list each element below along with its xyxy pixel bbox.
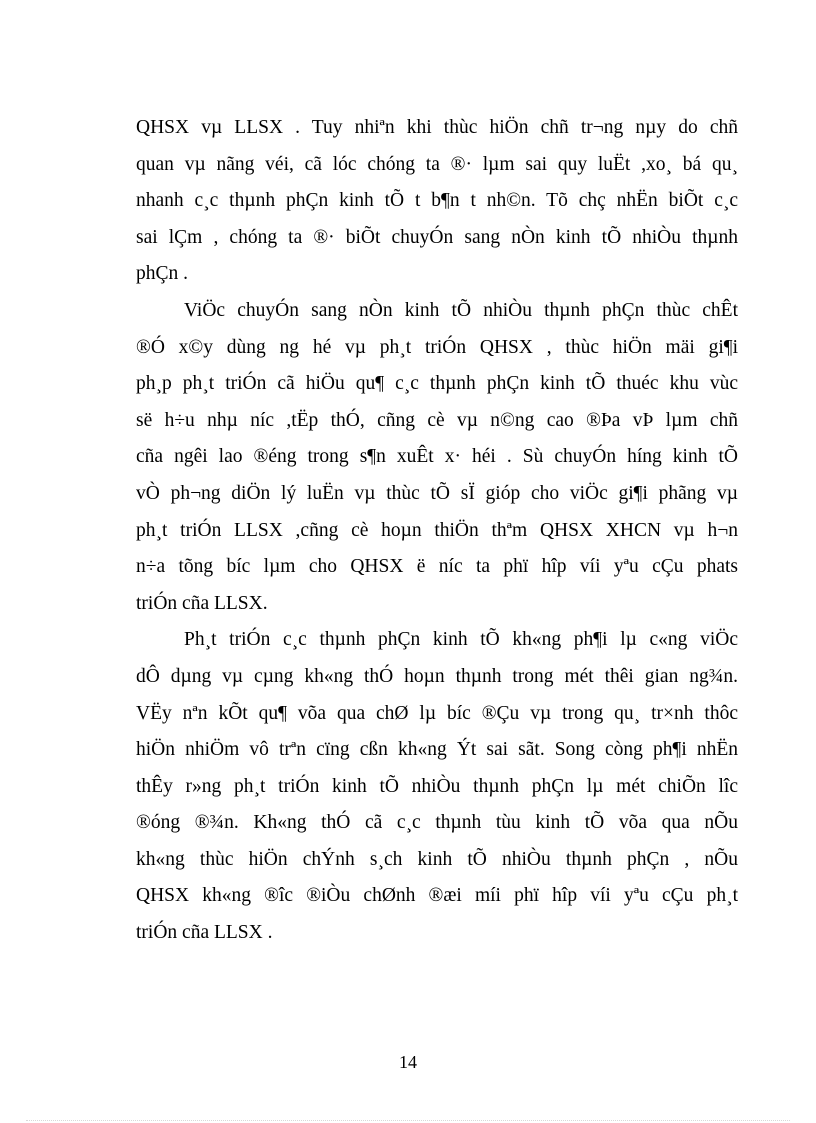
text-line: VËy nªn kÕt qu¶ võa qua chØ lµ bíc ®Çu vµ trong qu¸ tr×nh thôc: [136, 702, 738, 724]
text-line: hiÖn nhiÖm vô trªn cïng cßn kh«ng Ýt sai sãt. Song còng ph¶i nhËn: [136, 739, 738, 761]
footer-divider: [26, 1120, 790, 1121]
text-line: sai lÇm , chóng ta ®· biÕt chuyÓn sang nÒn kinh tÕ nhiÒu thµnh: [136, 226, 738, 248]
text-line: së h÷u nhµ níc ,tËp thÓ, cñng cè vµ n©ng cao ®Þa vÞ lµm chñ: [136, 409, 738, 431]
paragraph: [136, 110, 738, 293]
paragraph: [136, 622, 738, 951]
text-line: quan vµ nãng véi, cã lóc chóng ta ®· lµm sai quy luËt ,xo¸ bá qu¸: [136, 153, 738, 175]
text-line: kh«ng thùc hiÖn chÝnh s¸ch kinh tÕ nhiÒu thµnh phÇn , nÕu: [136, 848, 738, 870]
text-line: thÊy r»ng ph¸t triÓn kinh tÕ nhiÒu thµnh phÇn lµ mét chiÕn lîc: [136, 775, 738, 797]
text-line: cña ngêi lao ®éng trong s¶n xuÊt x· héi . Sù chuyÓn híng kinh tÕ: [136, 446, 738, 468]
text-line: ph¸t triÓn LLSX ,cñng cè hoµn thiÖn thªm QHSX XHCN vµ h¬n: [136, 519, 738, 541]
text-line: phÇn .: [136, 263, 189, 285]
text-line: ViÖc chuyÓn sang nÒn kinh tÕ nhiÒu thµnh phÇn thùc chÊt: [184, 299, 738, 321]
text-line: triÓn cña LLSX.: [136, 592, 268, 614]
text-line: nhanh c¸c thµnh phÇn kinh tÕ t b¶n t nh©n. Tõ chç nhËn biÕt c¸c: [136, 190, 738, 212]
text-line: vÒ ph¬ng diÖn lý luËn vµ thùc tÕ sÏ gióp cho viÖc gi¶i phãng vµ: [136, 482, 738, 504]
text-line: triÓn cña LLSX .: [136, 922, 273, 944]
text-line: dÔ dµng vµ cµng kh«ng thÓ hoµn thµnh trong mét thêi gian ng¾n.: [136, 665, 738, 687]
text-line: ph¸p ph¸t triÓn cã hiÖu qu¶ c¸c thµnh phÇn kinh tÕ thuéc khu vùc: [136, 373, 738, 395]
body-text: [136, 110, 738, 952]
page-number: 14: [399, 1052, 417, 1072]
text-line: QHSX kh«ng ®îc ®iÒu chØnh ®æi míi phï hîp víi yªu cÇu ph¸t: [136, 885, 738, 907]
text-line: ®Ó x©y dùng ng hé vµ ph¸t triÓn QHSX , thùc hiÖn mäi gi¶i: [136, 336, 738, 358]
text-line: ®óng ®¾n. Kh«ng thÓ cã c¸c thµnh tùu kinh tÕ võa qua nÕu: [136, 812, 738, 834]
paragraph: [136, 293, 738, 622]
text-line: Ph¸t triÓn c¸c thµnh phÇn kinh tÕ kh«ng ph¶i lµ c«ng viÖc: [184, 629, 738, 651]
text-line: n÷a tõng bíc lµm cho QHSX ë níc ta phï hîp víi yªu cÇu phats: [136, 556, 738, 578]
text-line: QHSX vµ LLSX . Tuy nhiªn khi thùc hiÖn chñ tr¬ng nµy do chñ: [136, 117, 738, 138]
